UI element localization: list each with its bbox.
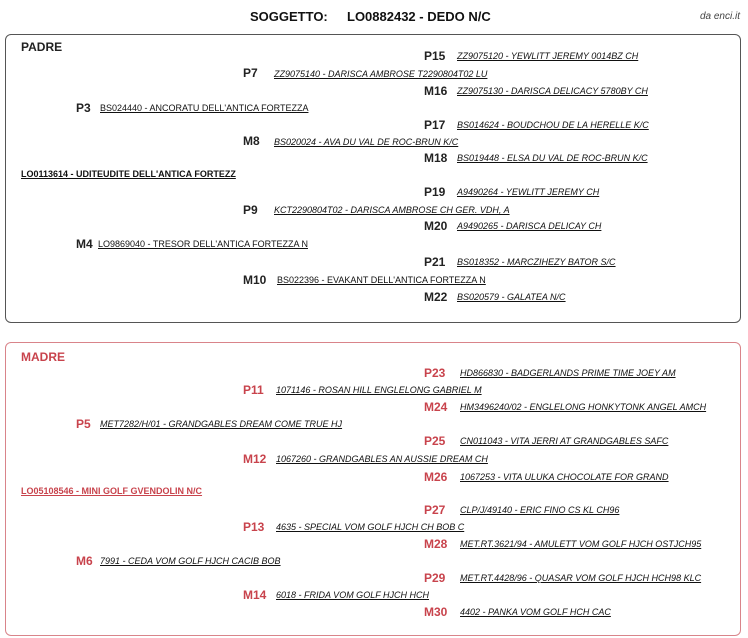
pedigree-code: P19 — [424, 185, 446, 199]
pedigree-entry: 6018 - FRIDA VOM GOLF HJCH HCH — [276, 590, 430, 600]
pedigree-entry: 1067260 - GRANDGABLES AN AUSSIE DREAM CH — [276, 454, 488, 464]
pedigree-code: M6 — [76, 554, 93, 568]
pedigree-entry: BS014624 - BOUDCHOU DE LA HERELLE K/C — [457, 120, 649, 130]
pedigree-code: M12 — [243, 452, 267, 466]
pedigree-entry: BS022396 - EVAKANT DELL'ANTICA FORTEZZA N — [277, 275, 486, 285]
pedigree-code: P9 — [243, 203, 258, 217]
soggetto-label: SOGGETTO: — [250, 9, 328, 24]
pedigree-code: P7 — [243, 66, 258, 80]
pedigree-code: M4 — [76, 237, 93, 251]
source-credit: da enci.it — [699, 11, 740, 22]
pedigree-code: P27 — [424, 503, 446, 517]
pedigree-code: M28 — [424, 537, 448, 551]
madre-title: MADRE — [21, 350, 65, 364]
pedigree-entry: A9490265 - DARISCA DELICAY CH — [457, 221, 602, 231]
pedigree-code: P17 — [424, 118, 446, 132]
pedigree-code: M16 — [424, 84, 448, 98]
pedigree-entry: 1067253 - VITA ULUKA CHOCOLATE FOR GRAND — [460, 472, 669, 482]
pedigree-code: M14 — [243, 588, 267, 602]
pedigree-entry: CN011043 - VITA JERRI AT GRANDGABLES SAFC — [460, 436, 669, 446]
pedigree-entry: MET7282/H/01 - GRANDGABLES DREAM COME TRUE HJ — [100, 419, 343, 429]
pedigree-entry: BS020579 - GALATEA N/C — [457, 292, 566, 302]
pedigree-entry: A9490264 - YEWLITT JEREMY CH — [457, 187, 600, 197]
pedigree-code: M8 — [243, 134, 260, 148]
soggetto-value: LO0882432 - DEDO N/C — [347, 9, 491, 24]
pedigree-entry: MET.RT.4428/96 - QUASAR VOM GOLF HJCH HCH98 KLC — [460, 573, 702, 583]
pedigree-entry: ZZ9075120 - YEWLITT JEREMY 0014BZ CH — [457, 51, 639, 61]
pedigree-code: M30 — [424, 605, 448, 619]
pedigree-code: P13 — [243, 520, 265, 534]
pedigree-code: M26 — [424, 470, 448, 484]
pedigree-code: P25 — [424, 434, 446, 448]
padre-subject: LO0113614 - UDITEUDITE DELL'ANTICA FORTEZZ — [21, 169, 236, 179]
pedigree-entry: HD866830 - BADGERLANDS PRIME TIME JOEY AM — [460, 368, 676, 378]
pedigree-entry: BS020024 - AVA DU VAL DE ROC-BRUN K/C — [274, 137, 459, 147]
pedigree-entry: BS019448 - ELSA DU VAL DE ROC-BRUN K/C — [457, 153, 648, 163]
pedigree-entry: CLP/J/49140 - ERIC FINO CS KL CH96 — [460, 505, 620, 515]
pedigree-code: P23 — [424, 366, 446, 380]
pedigree-entry: BS018352 - MARCZIHEZY BATOR S/C — [457, 257, 616, 267]
pedigree-code: P21 — [424, 255, 446, 269]
pedigree-entry: LO9869040 - TRESOR DELL'ANTICA FORTEZZA N — [98, 239, 308, 249]
pedigree-code: M20 — [424, 219, 448, 233]
pedigree-code: M24 — [424, 400, 448, 414]
madre-subject: LO05108546 - MINI GOLF GVENDOLIN N/C — [21, 486, 203, 496]
padre-title: PADRE — [21, 40, 63, 54]
pedigree-entry: ZZ9075140 - DARISCA AMBROSE T2290804T02 LU — [274, 69, 488, 79]
pedigree-entry: MET.RT.3621/94 - AMULETT VOM GOLF HJCH OSTJCH95 — [460, 539, 702, 549]
pedigree-entry: KCT2290804T02 - DARISCA AMBROSE CH GER. VDH, A — [274, 205, 510, 215]
pedigree-code: P29 — [424, 571, 446, 585]
pedigree-code: P5 — [76, 417, 91, 431]
pedigree-entry: 7991 - CEDA VOM GOLF HJCH CACIB BOB — [100, 556, 281, 566]
pedigree-code: M18 — [424, 151, 448, 165]
pedigree-code: P15 — [424, 49, 446, 63]
pedigree-entry: ZZ9075130 - DARISCA DELICACY 5780BY CH — [457, 86, 648, 96]
pedigree-entry: 4402 - PANKA VOM GOLF HCH CAC — [460, 607, 611, 617]
pedigree-code: M22 — [424, 290, 448, 304]
pedigree-entry: BS024440 - ANCORATU DELL'ANTICA FORTEZZA — [100, 103, 309, 113]
pedigree-entry: HM3496240/02 - ENGLELONG HONKYTONK ANGEL AMCH — [460, 402, 707, 412]
pedigree-code: P11 — [243, 383, 264, 397]
pedigree-entry: 4635 - SPECIAL VOM GOLF HJCH CH BOB C — [276, 522, 465, 532]
pedigree-code: M10 — [243, 273, 267, 287]
pedigree-code: P3 — [76, 101, 91, 115]
pedigree-entry: 1071146 - ROSAN HILL ENGLELONG GABRIEL M — [276, 385, 482, 395]
